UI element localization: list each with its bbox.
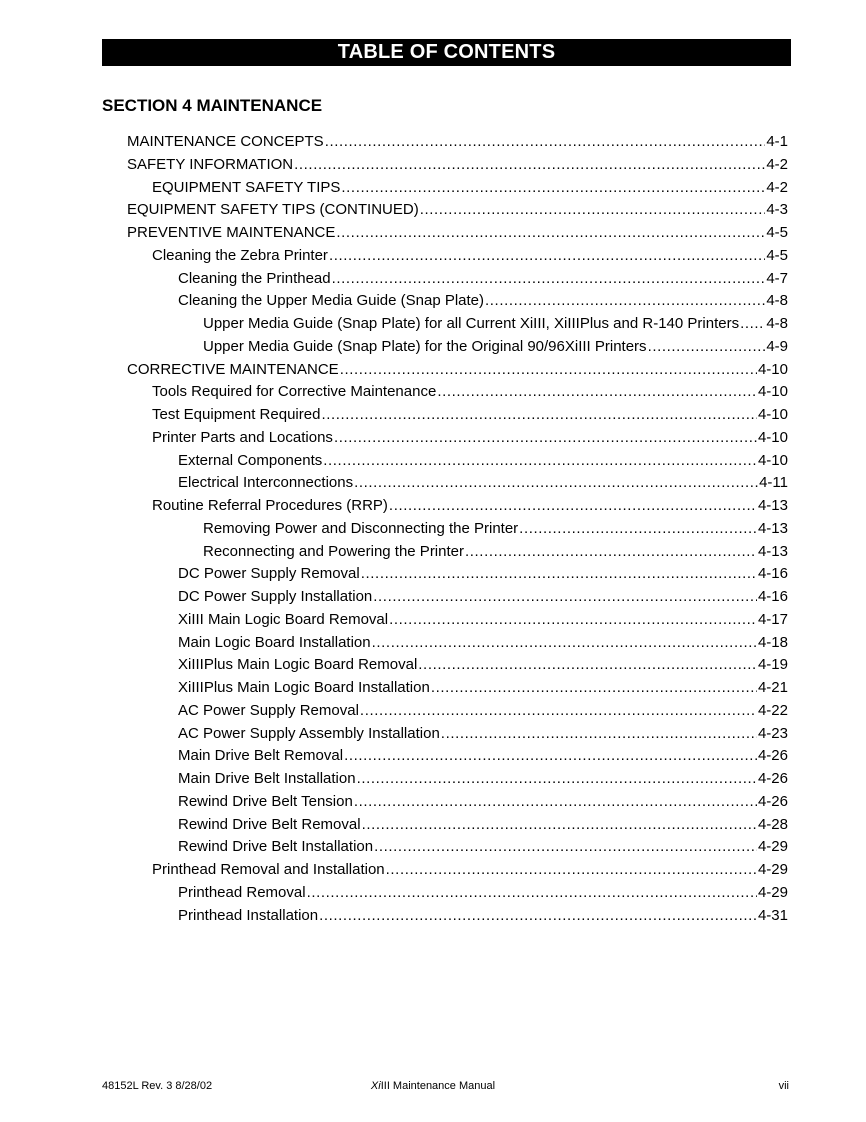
toc-dot-leader — [373, 586, 757, 608]
toc-dot-leader — [329, 245, 765, 267]
toc-entry[interactable] — [178, 905, 788, 927]
toc-entry-page: 4-10 — [757, 428, 788, 446]
footer-manual-title-italic: Xi — [370, 1080, 381, 1092]
toc-entry[interactable] — [178, 586, 788, 608]
toc-entry[interactable] — [127, 154, 788, 176]
toc-dot-leader — [360, 700, 757, 722]
toc-entry-page: 4-8 — [766, 315, 788, 332]
toc-entry[interactable] — [127, 131, 788, 153]
toc-entry-page: 4-10 — [757, 406, 788, 423]
toc-entry[interactable] — [178, 814, 788, 836]
toc-dot-leader — [354, 472, 758, 494]
toc-entry-page: 4-28 — [757, 815, 788, 833]
toc-entry-page: 4-7 — [766, 269, 788, 287]
toc-entry-page: 4-29 — [757, 838, 788, 856]
toc-dot-leader — [372, 632, 757, 654]
toc-dot-leader — [357, 768, 757, 790]
toc-entry[interactable] — [152, 495, 788, 517]
toc-dot-leader — [344, 745, 757, 767]
toc-entry-title: Printer Parts and Locations — [152, 428, 333, 446]
toc-dot-leader — [418, 654, 757, 676]
toc-entry-page: 4-26 — [757, 792, 788, 810]
toc-entry-title: External Components — [178, 451, 323, 469]
toc-entry-page: 4-10 — [757, 360, 788, 378]
toc-dot-leader — [485, 290, 765, 312]
toc-entry-page: 4-2 — [766, 155, 788, 173]
toc-entry-page: 4-22 — [757, 701, 788, 719]
toc-entry[interactable] — [178, 745, 788, 767]
toc-entry-page: 4-29 — [757, 861, 788, 878]
toc-dot-leader — [389, 609, 757, 631]
toc-entry[interactable] — [178, 290, 788, 312]
toc-entry-title: Main Logic Board Installation — [178, 633, 371, 651]
toc-entry-title: Test Equipment Required — [152, 406, 321, 423]
section-heading: SECTION 4 MAINTENANCE — [102, 96, 323, 115]
toc-dot-leader — [341, 177, 765, 199]
toc-dot-leader — [648, 336, 766, 358]
toc-entry-page: 4-16 — [757, 565, 788, 583]
toc-entry[interactable] — [152, 381, 788, 403]
toc-entry-title: XiIIIPlus Main Logic Board Removal — [178, 656, 418, 674]
toc-entry-title: Removing Power and Disconnecting the Printer — [203, 519, 519, 537]
toc-entry[interactable] — [203, 541, 788, 563]
toc-entry-title: MAINTENANCE CONCEPTS — [127, 133, 324, 150]
toc-entry-page: 4-3 — [766, 201, 788, 219]
toc-entry-title: Upper Media Guide (Snap Plate) for the Original 90/96XiIII Printers — [203, 337, 647, 355]
toc-entry-title: Cleaning the Zebra Printer — [152, 246, 328, 264]
toc-entry-title: EQUIPMENT SAFETY TIPS (CONTINUED) — [127, 201, 419, 219]
toc-dot-leader — [307, 882, 757, 904]
toc-dot-leader — [389, 495, 757, 517]
toc-entry[interactable] — [178, 268, 788, 290]
toc-entry-page: 4-29 — [757, 883, 788, 901]
toc-dot-leader — [420, 199, 766, 221]
toc-entry[interactable] — [178, 609, 788, 631]
toc-dot-leader — [336, 222, 765, 244]
toc-dot-leader — [465, 541, 757, 563]
toc-entry-title: Main Drive Belt Installation — [178, 770, 356, 787]
toc-entry-page: 4-5 — [766, 246, 788, 264]
toc-entry-page: 4-10 — [757, 383, 788, 401]
toc-entry[interactable] — [127, 199, 788, 221]
toc-entry-title: Printhead Removal and Installation — [152, 861, 385, 878]
toc-entry[interactable] — [178, 472, 788, 494]
toc-dot-leader — [332, 268, 766, 290]
toc-entry[interactable] — [203, 518, 788, 540]
toc-entry[interactable] — [178, 768, 788, 790]
toc-entry-title: Cleaning the Upper Media Guide (Snap Plate) — [178, 292, 485, 310]
footer-manual-title — [0, 1079, 866, 1093]
toc-entry-title: PREVENTIVE MAINTENANCE — [127, 224, 336, 241]
toc-entry-page: 4-10 — [757, 451, 788, 469]
toc-entry-title: Reconnecting and Powering the Printer — [203, 542, 464, 560]
toc-entry-title: Printhead Removal — [178, 883, 306, 901]
toc-entry-title: AC Power Supply Assembly Installation — [178, 724, 440, 742]
toc-entry[interactable] — [203, 313, 788, 335]
footer-manual-title-rest: III Maintenance Manual — [380, 1080, 496, 1092]
toc-entry[interactable] — [178, 882, 788, 904]
toc-entry-page: 4-31 — [757, 906, 788, 924]
toc-entry-title: DC Power Supply Installation — [178, 588, 373, 605]
toc-entry-title: CORRECTIVE MAINTENANCE — [127, 360, 339, 378]
toc-dot-leader — [361, 563, 757, 585]
toc-entry[interactable] — [152, 177, 788, 199]
toc-entry-page: 4-8 — [766, 292, 788, 310]
toc-entry-title: Rewind Drive Belt Installation — [178, 838, 374, 856]
toc-entry-page: 4-16 — [757, 588, 788, 605]
toc-entry-title: Rewind Drive Belt Tension — [178, 792, 353, 810]
toc-dot-leader — [362, 814, 757, 836]
toc-entry-page: 4-26 — [757, 747, 788, 765]
toc-entry-title: Upper Media Guide (Snap Plate) for all Current XiIII, XiIIIPlus and R-140 Printers — [203, 315, 740, 332]
toc-entry[interactable] — [178, 677, 788, 699]
toc-entry-title: DC Power Supply Removal — [178, 565, 360, 583]
toc-dot-leader — [519, 518, 757, 540]
toc-entry-title: AC Power Supply Removal — [178, 701, 359, 719]
toc-dot-leader — [386, 859, 757, 881]
toc-dot-leader — [354, 791, 757, 813]
toc-entry[interactable] — [178, 723, 788, 745]
toc-entry-page: 4-1 — [766, 133, 788, 150]
toc-entry-title: Cleaning the Printhead — [178, 269, 331, 287]
toc-dot-leader — [294, 154, 765, 176]
toc-dot-leader — [441, 723, 757, 745]
toc-entry-page: 4-9 — [766, 337, 788, 355]
toc-dot-leader — [321, 404, 757, 426]
toc-dot-leader — [334, 427, 757, 449]
footer-page-number: vii — [778, 1080, 789, 1092]
toc-entry-title: Tools Required for Corrective Maintenance — [152, 383, 437, 401]
toc-entry-title: Routine Referral Procedures (RRP) — [152, 497, 388, 514]
toc-entry-title: Main Drive Belt Removal — [178, 747, 344, 765]
toc-entry[interactable] — [178, 563, 788, 585]
toc-entry-page: 4-5 — [766, 224, 788, 241]
toc-entry[interactable] — [152, 427, 788, 449]
toc-entry-page: 4-19 — [757, 656, 788, 674]
toc-entry-page: 4-17 — [757, 610, 788, 628]
toc-dot-leader — [323, 450, 757, 472]
toc-entry-page: 4-2 — [766, 178, 788, 196]
toc-dot-leader — [437, 381, 757, 403]
toc-entry-title: Printhead Installation — [178, 906, 319, 924]
toc-entry-page: 4-23 — [757, 724, 788, 742]
toc-entry-title: XiIIIPlus Main Logic Board Installation — [178, 679, 430, 696]
toc-entry[interactable] — [127, 222, 788, 244]
toc-entry[interactable] — [178, 632, 788, 654]
toc-entry-title: Rewind Drive Belt Removal — [178, 815, 361, 833]
toc-dot-leader — [374, 836, 757, 858]
footer-doc-number: 48152L Rev. 3 8/28/02 — [102, 1080, 213, 1092]
toc-entry-page: 4-26 — [757, 770, 788, 787]
toc-entry[interactable] — [152, 245, 788, 267]
toc-entry-title: XiIII Main Logic Board Removal — [178, 610, 389, 628]
toc-entry-title: Electrical Interconnections — [178, 474, 354, 492]
toc-entry[interactable] — [178, 654, 788, 676]
toc-entry-page: 4-18 — [757, 633, 788, 651]
toc-entry[interactable] — [127, 359, 788, 381]
toc-title-bar: TABLE OF CONTENTS — [102, 39, 791, 66]
toc-entry-title: EQUIPMENT SAFETY TIPS — [152, 178, 341, 196]
toc-entry[interactable] — [178, 836, 788, 858]
toc-entry-page: 4-13 — [757, 542, 788, 560]
toc-entry-page: 4-13 — [757, 497, 788, 514]
toc-entry[interactable] — [178, 450, 788, 472]
toc-dot-leader — [325, 131, 766, 153]
toc-dot-leader — [431, 677, 757, 699]
toc-entry[interactable] — [178, 791, 788, 813]
toc-entry[interactable] — [152, 404, 788, 426]
toc-entry-page: 4-13 — [757, 519, 788, 537]
toc-entry[interactable] — [152, 859, 788, 881]
toc-dot-leader — [740, 313, 765, 335]
toc-dot-leader — [319, 905, 757, 927]
toc-entry[interactable] — [203, 336, 788, 358]
toc-entry-page: 4-11 — [759, 474, 788, 492]
toc-entry-page: 4-21 — [757, 679, 788, 696]
toc-entry[interactable] — [178, 700, 788, 722]
toc-entry-title: SAFETY INFORMATION — [127, 155, 294, 173]
toc-dot-leader — [340, 359, 757, 381]
